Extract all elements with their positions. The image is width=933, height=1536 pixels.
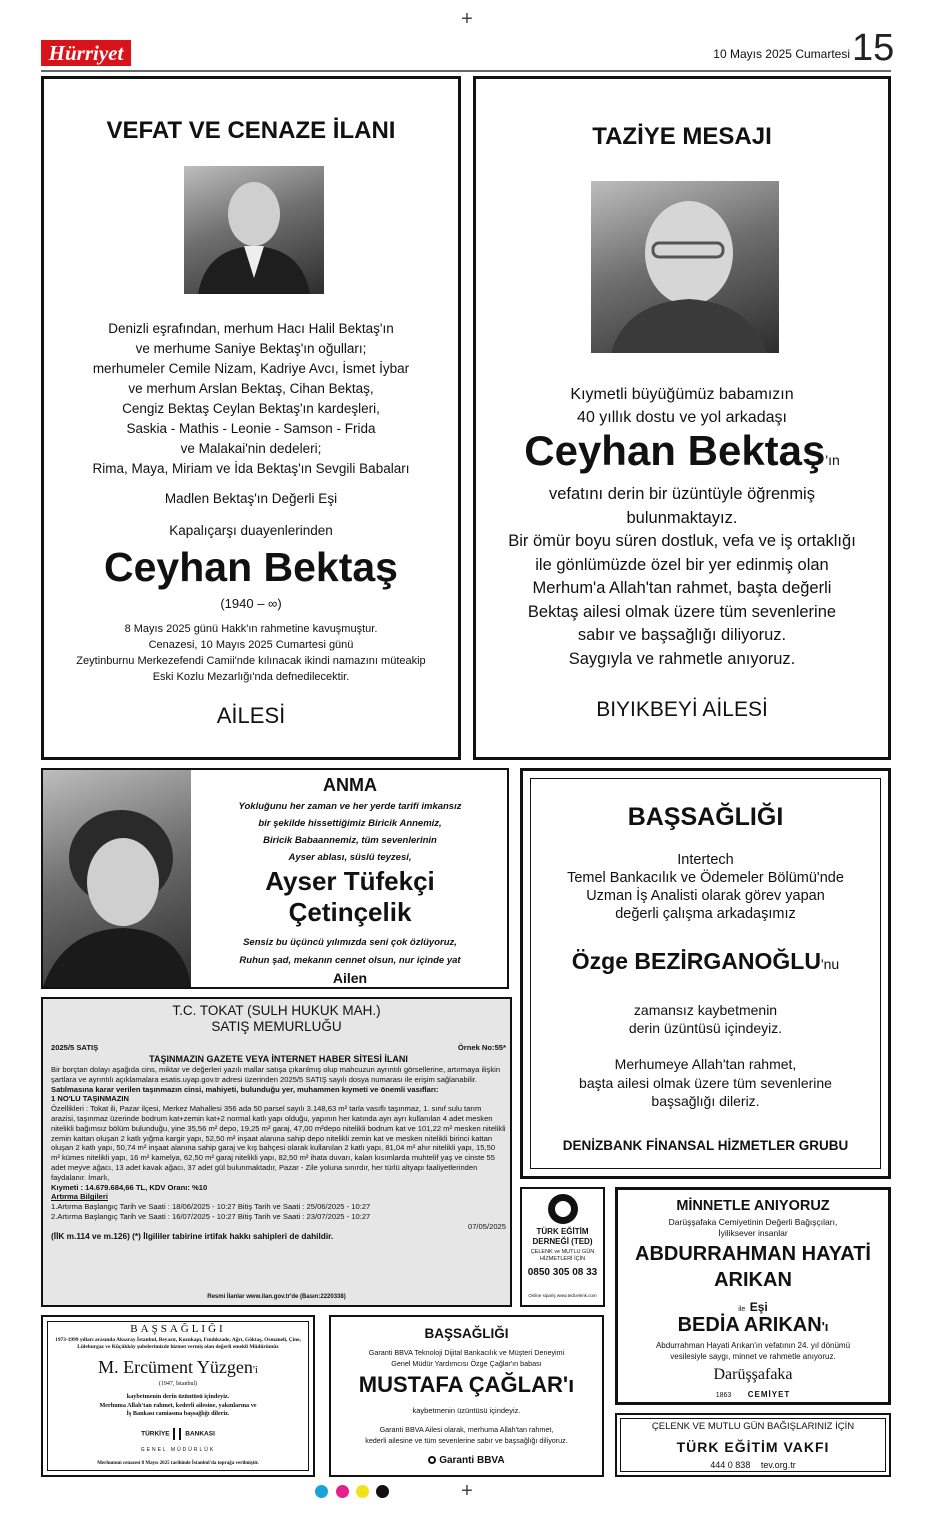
taziye-title: TAZİYE MESAJI xyxy=(592,123,772,150)
registration-dot-yellow xyxy=(356,1485,369,1498)
text-line: ve Malakai'nin dedeleri; xyxy=(180,441,322,456)
deceased-surname: Çetinçelik xyxy=(288,897,412,927)
intro-line: Uzman İş Analisti olarak görev yapan xyxy=(586,888,825,904)
outro-line: Ruhun şad, mekanın cennet olsun, nur içinde yat xyxy=(239,955,461,966)
intro-line: Biricik Babaannemiz, tüm sevenlerinin xyxy=(263,835,437,846)
ornek-no: Örnek No:55* xyxy=(457,1043,506,1052)
text-line: Saskia - Mathis - Leonie - Samson - Frida xyxy=(126,421,376,436)
darussafaka-logo: Darüşşafaka xyxy=(713,1366,793,1383)
notice-value: Kıymeti : 14.679.684,66 TL, KDV Oranı: %10 xyxy=(51,1182,208,1192)
intro-line: Yokluğunu her zaman ve her yerde tarifi imkansız xyxy=(238,801,462,812)
donor-name: ABDURRAHMAN HAYATİ xyxy=(635,1243,871,1265)
deceased-name: Ceyhan Bektaş xyxy=(524,427,826,474)
isbank-logo-icon xyxy=(173,1428,181,1440)
body-line: bulunmaktayız. xyxy=(626,508,738,527)
text-line: Rima, Maya, Miriam ve İda Bektaş'ın Sevgili Babaları xyxy=(92,461,410,476)
deceased-name: Ceyhan Bektaş xyxy=(104,544,398,590)
crop-mark-bottom: + xyxy=(461,1480,473,1502)
mid-line: derin üzüntüsü içindeyiz. xyxy=(628,1020,783,1036)
end-line: başsağlığı dileriz. xyxy=(651,1093,760,1109)
ted-line: HİZMETLERİ İÇİN xyxy=(539,1256,586,1262)
garanti-title: BAŞSAĞLIĞI xyxy=(424,1326,509,1341)
garanti-line: Garanti BBVA Ailesi olarak, merhuma Allah'tan rahmet, xyxy=(379,1425,554,1434)
signature: AİLESİ xyxy=(216,703,286,728)
tev-celenk xyxy=(615,1413,891,1477)
text-line: ve merhum Arslan Bektaş, Cihan Bektaş, xyxy=(128,381,374,396)
notice-subheading: Artırma Bilgileri xyxy=(51,1192,108,1202)
icra-ilani xyxy=(41,997,512,1307)
isbank-line: Merhuma Allah'tan rahmet, kederli ailesine, yakınlarına ve xyxy=(99,1401,257,1409)
notice-note: (İİK m.114 ve m.126) (*) İlgililer tabirine irtifak hakkı sahipleri de dahildir. xyxy=(51,1230,334,1241)
text-line: ve merhume Saniye Bektaş'ın oğulları; xyxy=(135,341,367,356)
body-line: Merhum'a Allah'tan rahmet, başta değerli xyxy=(532,579,832,597)
garanti-logo: Garanti BBVA xyxy=(439,1455,505,1466)
text-line: merhumeler Cemile Nizam, Kadriye Avcı, İsmet İybar xyxy=(92,361,410,376)
name-suffix: 'ın xyxy=(825,452,840,468)
anma-ilani xyxy=(41,768,509,989)
body-line: vefatını derin bir üzüntüyle öğrenmiş xyxy=(549,485,815,503)
garanti-line: Garanti BBVA Teknoloji Dijital Bankacılık ve Müşteri Deneyimi xyxy=(368,1348,565,1357)
ted-web: Online sipariş www.tedcelenk.com xyxy=(528,1293,597,1298)
spouse-name: BEDİA ARIKAN xyxy=(677,1314,822,1336)
minnet-desc: vesilesiyle saygı, minnet ve rahmetle anıyoruz. xyxy=(670,1352,836,1361)
court-title: T.C. TOKAT (SULH HUKUK MAH.) xyxy=(172,1003,381,1018)
basagligi-garanti xyxy=(329,1315,604,1477)
minnetle-aniyoruz xyxy=(615,1187,891,1405)
notice-paragraph: Özellikleri : Tokat ili, Pazar ilçesi, Merkez Mahallesi 356 ada 50 parsel sayılı 3.148,63 m² tarla vasıflı taşınmaz, 1. sınıf sulu tarım arazisi, taşınmaz üzerinde bodrum kat+zemin kat+2 normal katlı yapı olduğu, yapının her katında ayrı ayrı kullanılan 4 adet mesken nitelikli bağımsız bölüm bulunduğu, yine 35,56 m² depo, 19,25 m² garaj, 47,00 m²depo nitelikli bodrum kat ve 101,22 m² mesken nitelikli zemin kattan oluşan 2 katlı yığma kargir yapı, 52,50 m² inşaat alanına sahip depo nitelikli zemin kat ve mesken nitelikli birinci kattan oluşan 2 katlı yapı, 50,74 m² inşaat alanına sahip garaj ve kış bahçesi olarak kullanılan 2 katlı yapı, 81,04 m² ahır nitelikli yapı, 15,50 m² kümes nitelikli yapı, 16 m² kamelya, 62,50 m² garaj nitelikli yapı, 82,50 m² ihata duvarı, kalan kısımlarda muhtelif yaş ve cinste 55 adet meyve ağacı, 13 adet kavak ağacı, 37 adet gül bulunmaktadır, Pazar - Zile yoluna sınırdır, her türlü altyapı faaliyetlerinden faydalanır. İmarlı, xyxy=(51,1104,506,1182)
body-line: Bir ömür boyu süren dostluk, vefa ve iş ortaklığı xyxy=(508,532,856,550)
intro-line: değerli çalışma arkadaşımız xyxy=(615,906,796,922)
anma-title: ANMA xyxy=(323,775,377,795)
tev-name: TÜRK EĞİTİM VAKFI xyxy=(676,1439,830,1455)
donor-surname: ARIKAN xyxy=(714,1269,792,1291)
registration-dot-cyan xyxy=(315,1485,328,1498)
deceased-name: Özge BEZİRGANOĞLU xyxy=(571,948,821,974)
tev-web: tev.org.tr xyxy=(760,1460,796,1470)
end-line: Merhumeye Allah'tan rahmet, xyxy=(614,1056,797,1072)
ted-celenk xyxy=(520,1187,605,1307)
isbank-intro: 1973-1999 yılları arasında Aksaray İstanbul, Beyazıt, Kozukapı, Fındıkzade, Ağrı, Göktaş, Osmaneli, Çine, Lüleburgaz ve Küçükköy şubelerimizde hizmet vermiş olan değerli emekli Müdürümüz xyxy=(55,1337,301,1350)
body-line: ile gönlümüzde özel bir yer edinmiş olan xyxy=(535,555,829,574)
isbank-logo-text: TÜRKİYE xyxy=(141,1430,170,1438)
ile-word: ile xyxy=(738,1306,746,1313)
minnet-sub: Darüşşafaka Cemiyetinin Değerli Bağışçıları, xyxy=(668,1217,838,1227)
isbank-line: İş Bankası camiasına başsağlığı dileriz. xyxy=(126,1410,230,1417)
minnet-desc: Abdurrahman Hayati Arıkan'ın vefatının 24. yıl dönümü xyxy=(655,1341,851,1350)
info-line: 8 Mayıs 2025 günü Hakk'ın rahmetine kavuşmuştur. xyxy=(124,623,378,635)
minnet-title: MİNNETLE ANIYORUZ xyxy=(676,1198,830,1214)
header-rule xyxy=(41,70,891,72)
deceased-name: Ayser Tüfekçi xyxy=(265,866,435,896)
body-line: Saygıyla ve rahmetle anıyoruz. xyxy=(568,649,796,668)
tev-line: ÇELENK VE MUTLU GÜN BAĞIŞLARINIZ İÇİN xyxy=(651,1421,855,1432)
registration-dot-black xyxy=(376,1485,389,1498)
notice-paragraph: 1 NO'LU TAŞINMAZIN xyxy=(51,1094,130,1104)
notice-paragraph: Satılmasına karar verilen taşınmazın cinsi, mahiyeti, bulunduğu yer, muhammen kıymeti ve önemli vasıfları: xyxy=(51,1084,439,1094)
info-line: Cenazesi, 10 Mayıs 2025 Cumartesi günü xyxy=(148,639,354,651)
ted-line: TÜRK EĞİTİM xyxy=(536,1227,589,1236)
garanti-line: kaybetmenin üzüntüsü içindeyiz. xyxy=(412,1406,521,1415)
intro-line: bir şekilde hissettiğimiz Biricik Annemiz, xyxy=(258,818,442,829)
registration-dot-magenta xyxy=(336,1485,349,1498)
notice-date: 07/05/2025 xyxy=(467,1221,506,1231)
tev-phone: 444 0 838 xyxy=(710,1460,751,1470)
wife-line: Madlen Bektaş'ın Değerli Eşi xyxy=(164,491,338,506)
body-line: sabır ve başsağlığı diliyoruz. xyxy=(577,626,787,644)
signature: BIYIKBEYİ AİLESİ xyxy=(596,698,768,721)
info-line: Zeytinburnu Merkezefendi Camii'nde kılınacak ikindi namazını müteakip xyxy=(76,655,426,667)
text-line: Denizli eşrafından, merhum Hacı Halil Bektaş'ın xyxy=(108,321,394,336)
crop-mark-top: + xyxy=(461,8,473,30)
ted-line: DERNEĞİ (TED) xyxy=(532,1237,593,1246)
intro-line: 40 yıllık dostu ve yol arkadaşı xyxy=(577,409,787,426)
logo-year: 1863 xyxy=(715,1392,732,1399)
ted-line: ÇELENK ve MUTLU GÜN xyxy=(530,1249,595,1255)
intro-line: Ayser ablası, süslü teyzesi, xyxy=(288,852,412,863)
name-suffix: 'ı xyxy=(562,1372,575,1397)
birth-info: (1947, İstanbul) xyxy=(158,1381,198,1387)
esi-word: Eşi xyxy=(749,1300,768,1314)
garanti-line: kederli ailesine ve tüm sevenlerine sabır ve başsağlığı diliyoruz. xyxy=(365,1436,568,1445)
intro-line: Kıymetli büyüğümüz babamızın xyxy=(570,386,794,403)
isbank-line: kaybetmenin derin üzüntüsü içindeyiz. xyxy=(126,1393,230,1400)
deceased-name: MUSTAFA ÇAĞLAR xyxy=(358,1372,563,1397)
name-suffix: 'nu xyxy=(820,956,840,972)
years: (1940 – ∞) xyxy=(220,596,282,611)
general-directorate: GENEL MÜDÜRLÜK xyxy=(140,1447,216,1453)
portrait-photo xyxy=(184,166,324,294)
garanti-line: Genel Müdür Yardımcısı Özge Çağlar'ın babası xyxy=(391,1359,542,1368)
intro-line: Intertech xyxy=(677,852,734,868)
body-line: Bektaş ailesi olmak üzere tüm sevenlerine xyxy=(527,602,837,621)
portrait-photo xyxy=(43,770,191,987)
vefat-ilani xyxy=(41,76,461,760)
ted-phone: 0850 305 08 33 xyxy=(527,1267,598,1278)
portrait-photo xyxy=(591,181,779,353)
basagligi-isbank xyxy=(41,1315,315,1477)
notice-footer: Resmi İlanlar www.ilan.gov.tr'de (Basın:2220338) xyxy=(207,1294,346,1300)
garanti-logo-icon xyxy=(428,1456,436,1464)
isbank-title: BAŞSAĞLIĞI xyxy=(130,1323,226,1335)
kapalicarsi-line: Kapalıçarşı duayenlerinden xyxy=(169,523,333,538)
info-line: Eski Kozlu Mezarlığı'nda defnedilecektir. xyxy=(152,671,350,683)
header-date: 10 Mayıs 2025 Cumartesi xyxy=(713,47,850,61)
minnet-sub: İyiliksever insanlar xyxy=(718,1228,788,1238)
notice-heading: TAŞINMAZIN GAZETE VEYA İNTERNET HABER SİTESİ İLANI xyxy=(149,1054,408,1064)
basagligi-intertech xyxy=(520,768,891,1179)
isbank-footer: Merhumun cenazesi 8 Mayıs 2025 tarihinde İstanbul'da toprağa verilmiştir. xyxy=(97,1461,259,1466)
end-line: başta ailesi olmak üzere tüm sevenlerine xyxy=(579,1074,832,1091)
intro-line: Temel Bankacılık ve Ödemeler Bölümü'nde xyxy=(567,870,844,886)
name-suffix: 'ı xyxy=(821,1319,829,1334)
deceased-name: M. Ercüment Yüzgen xyxy=(98,1357,253,1377)
text-line: Cengiz Bektaş Ceylan Bektaş'ın kardeşleri, xyxy=(122,401,380,416)
file-number: 2025/5 SATIŞ xyxy=(51,1043,99,1052)
page-number: 15 xyxy=(852,27,895,69)
name-suffix: 'i xyxy=(252,1364,258,1376)
basagligi-title: BAŞSAĞLIĞI xyxy=(627,803,784,831)
vefat-title: VEFAT VE CENAZE İLANI xyxy=(106,117,396,144)
isbank-logo-text: BANKASI xyxy=(185,1430,215,1438)
notice-paragraph: Bir borçtan dolayı aşağıda cins, miktar ve değerleri yazılı mallar satışa çıkarılmış olup mahcuzun ayrıntılı görsellerine, artırmaya ilişkin şartlara ve ayrıntılı açıklamalara esatis.uyap.gov.tr adresi üzerinden 2025/5 SATIŞ sayılı dosya numarası ile erişim sağlanabilir. xyxy=(51,1065,501,1084)
signature: DENİZBANK FİNANSAL HİZMETLER GRUBU xyxy=(562,1138,849,1153)
ted-emblem-icon xyxy=(548,1194,578,1224)
taziye-mesaji xyxy=(473,76,891,760)
newspaper-logo: Hürriyet xyxy=(41,40,131,66)
court-subtitle: SATIŞ MEMURLUĞU xyxy=(211,1019,342,1034)
auction-row: 2.Artırma Başlangıç Tarih ve Saati : 16/07/2025 - 10:27 Bitiş Tarih ve Saati : 23/07/2025 - 10:27 xyxy=(51,1211,371,1221)
signature: Ailen xyxy=(332,970,368,986)
outro-line: Sensiz bu üçüncü yılımızda seni çok özlüyoruz, xyxy=(243,937,457,948)
mid-line: zamansız kaybetmenin xyxy=(633,1002,778,1018)
logo-cemiyet: CEMİYET xyxy=(747,1390,791,1399)
auction-row: 1.Artırma Başlangıç Tarih ve Saati : 18/06/2025 - 10:27 Bitiş Tarih ve Saati : 25/06/2025 - 10:27 xyxy=(51,1202,371,1212)
